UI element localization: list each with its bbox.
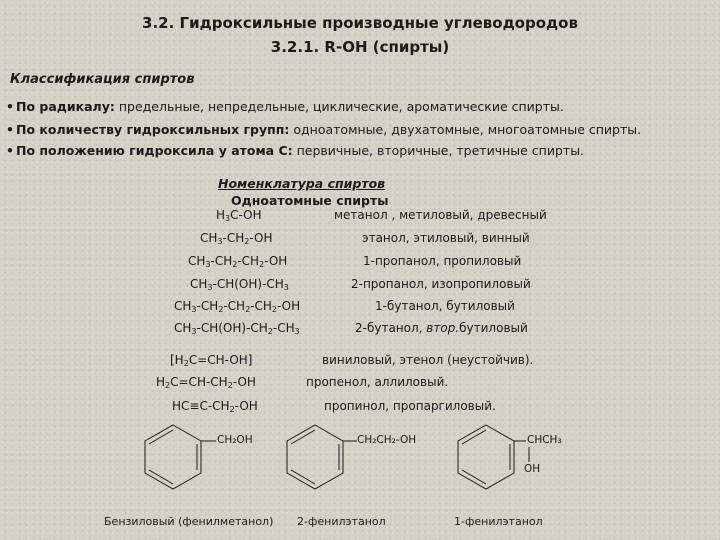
- nomenclature-heading: Номенклатура спиртов: [218, 176, 386, 191]
- caption-2-phenylethanol: 2-фенилэтанол: [297, 515, 386, 528]
- substituent-phenylethanol-2: CH₂CH₂-OH: [357, 434, 417, 446]
- bullet-dot: •: [6, 122, 14, 137]
- formula-propargyl-alcohol: $HC\equiv C-CH_2-OH$: [172, 399, 258, 414]
- formula-allyl-alcohol: $H_2C=CH-CH_2-OH$: [156, 375, 256, 390]
- name-propargyl-alcohol: пропинол, пропаргиловый.: [324, 399, 496, 413]
- benzene-ring-phenylethanol-2-icon: [287, 425, 357, 489]
- formula-methanol: $H_3C-OH$: [216, 208, 262, 223]
- bullet-text: одноатомные, двухатомные, многоатомные спирты.: [289, 122, 642, 137]
- name-2-butanol: 2-бутанол, втор.бутиловый: [355, 321, 528, 335]
- benzene-ring-phenylethanol-1-icon: [458, 425, 529, 489]
- classification-heading: Классификация спиртов: [10, 72, 195, 87]
- name-ethanol: этанол, этиловый, винный: [362, 231, 530, 245]
- name-allyl-alcohol: пропенол, аллиловый.: [306, 375, 449, 389]
- hydroxyl-phenylethanol-1: OH: [524, 463, 541, 475]
- bullet-text: первичные, вторичные, третичные спирты.: [292, 143, 585, 158]
- bullet-dot: •: [6, 143, 14, 158]
- substituent-benzyl: CH₂OH: [217, 434, 253, 446]
- formula-1-butanol: $CH_3-CH_2-CH_2-CH_2-OH$: [174, 299, 301, 314]
- bullet-label: По положению гидроксила у атома С:: [16, 143, 293, 158]
- bullet-label: По количеству гидроксильных групп:: [16, 122, 290, 137]
- bullet-dot: •: [6, 99, 14, 114]
- formula-ethanol: $CH_3-CH_2-OH$: [200, 231, 273, 246]
- name-1-propanol: 1-пропанол, пропиловый: [363, 254, 522, 268]
- formula-2-propanol: $CH_3-CH(OH)-CH_3$: [190, 277, 289, 292]
- name-1-butanol: 1-бутанол, бутиловый: [375, 299, 515, 313]
- caption-benzyl-alcohol: Бензиловый (фенилметанол): [104, 515, 274, 528]
- bullet-label: По радикалу:: [16, 99, 115, 114]
- monohydric-heading: Одноатомные спирты: [231, 193, 389, 208]
- bullet-text: предельные, непредельные, циклические, ароматические спирты.: [114, 99, 564, 114]
- formula-vinyl-alcohol: $[H_2C=CH-OH]$: [170, 353, 253, 368]
- name-methanol: метанол , метиловый, древесный: [334, 208, 547, 222]
- caption-1-phenylethanol: 1-фенилэтанол: [454, 515, 543, 528]
- slide-title: 3.2. Гидроксильные производные углеводородов: [142, 14, 578, 32]
- formula-2-butanol: $CH_3-CH(OH)-CH_2-CH_3$: [174, 321, 300, 336]
- benzene-ring-benzyl-icon: [145, 425, 216, 489]
- name-2-propanol: 2-пропанол, изопропиловый: [351, 277, 531, 291]
- name-vinyl-alcohol: виниловый, этенол (неустойчив).: [322, 353, 534, 367]
- formula-1-propanol: $CH_3-CH_2-CH_2-OH$: [188, 254, 288, 269]
- substituent-phenylethanol-1: CHCH₃: [527, 434, 562, 446]
- slide-subtitle: 3.2.1. R-OH (спирты): [270, 38, 450, 56]
